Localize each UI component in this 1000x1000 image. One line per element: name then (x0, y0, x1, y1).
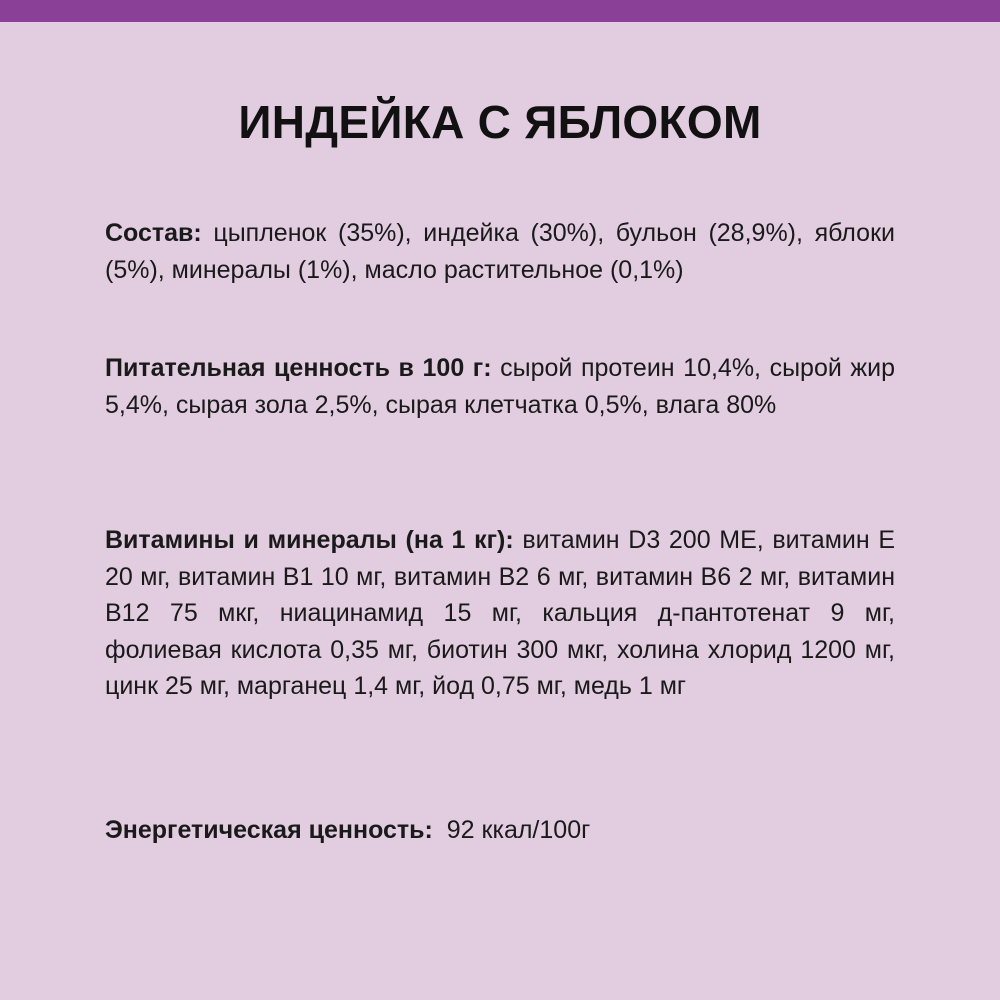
nutrition-text: сырой протеин 10,4%, сырой жир 5,4%, сырая зола 2,5%, сырая клетчатка 0,5%, влага 80% (105, 354, 895, 419)
nutrition-paragraph (105, 350, 895, 423)
page-title: ИНДЕЙКА С ЯБЛОКОМ (238, 96, 762, 148)
composition-paragraph (105, 215, 895, 288)
vitamins-text: витамин D3 200 МЕ, витамин Е 20 мг, витамин В1 10 мг, витамин В2 6 мг, витамин В6 2 мг, витамин В12 75 мкг, ниацинамид 15 мг, кальция д-пантотенат 9 мг, фолиевая кислота 0,35 мг, биотин 300 мкг, холина хлорид 1200 мг, цинк 25 мг, марганец 1,4 мг, йод 0,75 мг, медь 1 мг (105, 526, 895, 700)
energy-label: Энергетическая ценность: (105, 816, 433, 844)
composition-text: цыпленок (35%), индейка (30%), бульон (28,9%), яблоки (5%), минералы (1%), масло растительное (0,1%) (105, 219, 895, 284)
energy-text: 92 ккал/100г (446, 816, 591, 844)
energy-paragraph (105, 812, 895, 849)
nutrition-label: Питательная ценность в 100 г: (105, 354, 492, 382)
vitamins-paragraph (105, 522, 895, 705)
top-accent-band (0, 0, 1000, 22)
composition-label: Состав: (105, 219, 202, 247)
vitamins-label: Витамины и минералы (на 1 кг): (105, 526, 514, 554)
